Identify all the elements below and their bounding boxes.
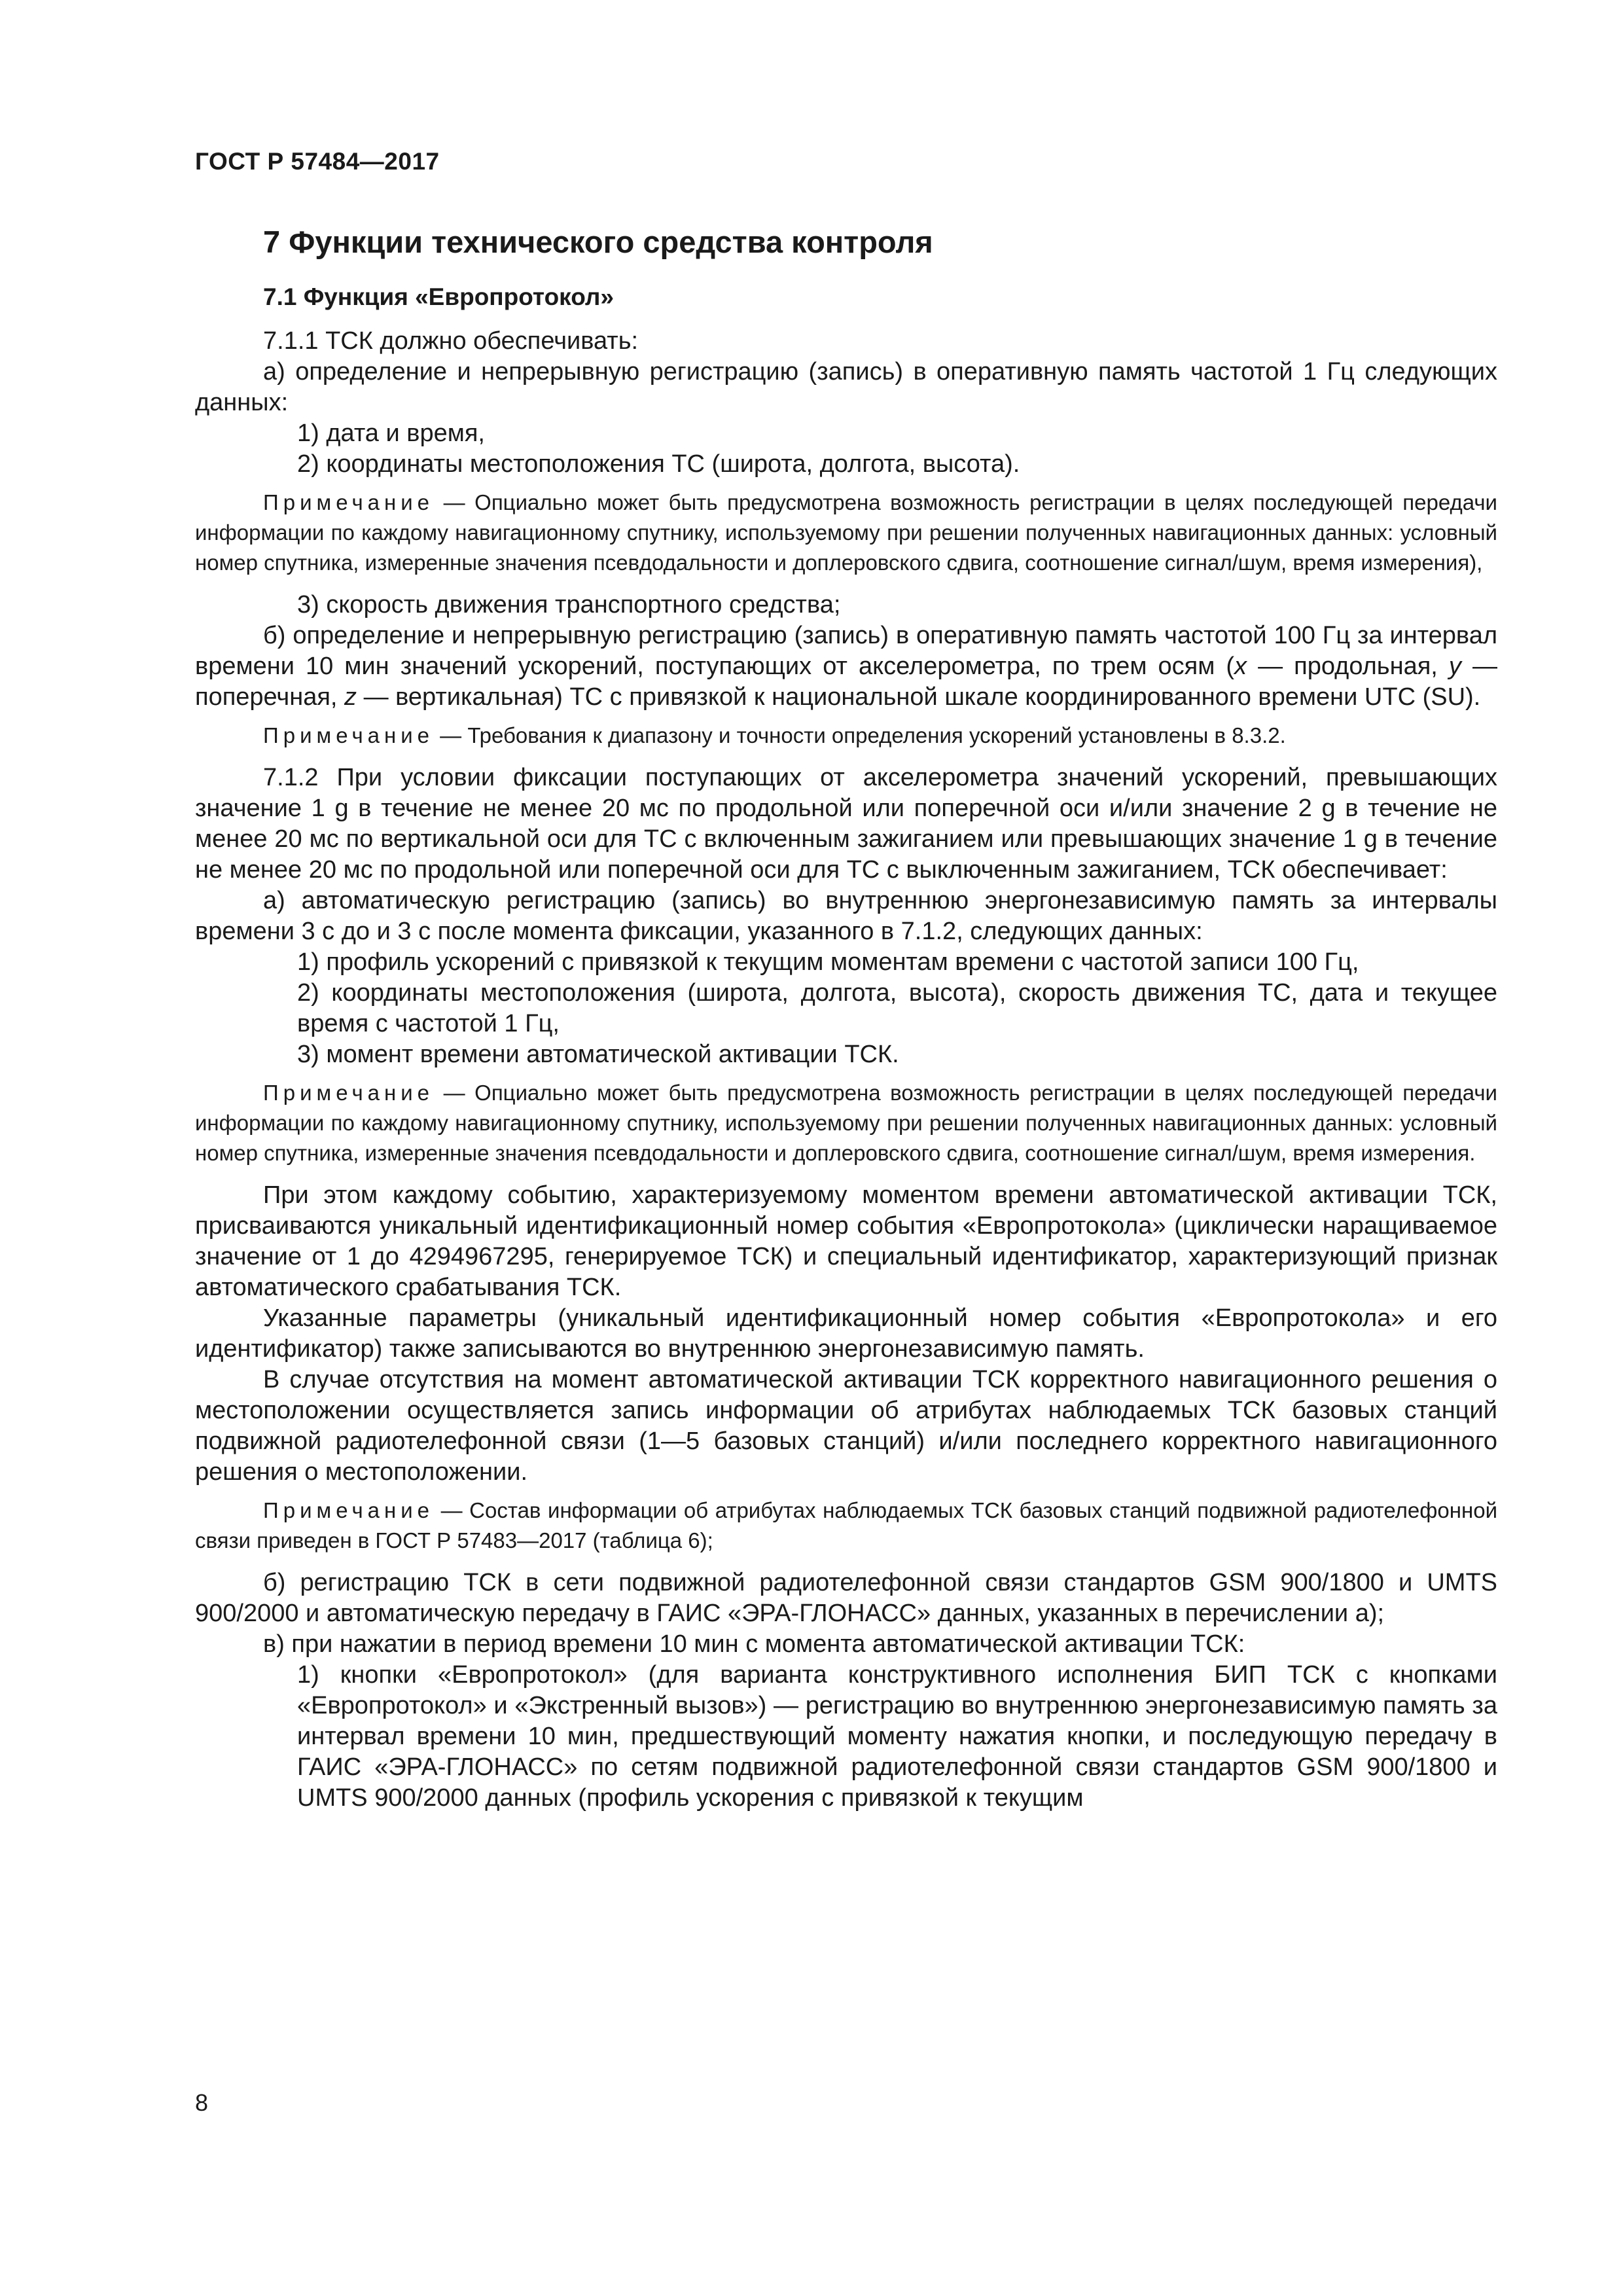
list-item: 2) координаты местоположения (широта, долгота, высота), скорость движения ТС, дата и текущее время с частотой 1 Гц, [297,979,1497,1037]
note-label: Примечание [263,1081,435,1105]
page-number: 8 [195,2089,209,2116]
list-item: 1) профиль ускорений с привязкой к текущим моментам времени с частотой записи 100 Гц, [297,948,1359,976]
list-item: 3) скорость движения транспортного средства; [297,591,841,619]
axis-symbol: z [344,683,357,711]
axis-symbol: x [1234,653,1247,680]
note-label: Примечание [263,490,435,514]
document-header: ГОСТ Р 57484—2017 [195,148,440,175]
note [195,1496,1497,1556]
list-item: 1) дата и время, [297,420,485,447]
note-text: — Требования к диапазону и точности определения ускорений установлены в 8.3.2. [434,723,1286,747]
section-title: 7 Функции технического средства контроля [263,224,933,259]
list-item: 3) момент времени автоматической активации ТСК. [297,1041,899,1068]
note [195,721,1497,751]
text-span: б) определение и непрерывную регистрацию (запись) в оперативную память частотой 100 Гц за интервал времени 10 мин значений ускорений, поступающих от акселерометра, по трем осям ( [195,622,1497,680]
paragraph [195,620,1497,713]
text-span: — продольная, [1247,653,1449,680]
paragraph: Указанные параметры (уникальный идентификационный номер события «Европротокола» и его идентификатор) также записываются во внутреннюю энергонезависимую память. [195,1304,1497,1363]
note-text: — Опциально может быть предусмотрена возможность регистрации в целях последующей передачи информации по каждому навигационному спутнику, используемому при решении полученных навигационных данных: условный номер спутника, измеренные значения псевдодальности и доплеровского сдвига, соотношение сигнал/шум, время измерения), [195,490,1497,575]
note-label: Примечание [263,723,435,747]
note [195,1078,1497,1168]
note-text: — Опциально может быть предусмотрена возможность регистрации в целях последующей передачи информации по каждому навигационному спутнику, используемому при решении полученных навигационных данных: условный номер спутника, измеренные значения псевдодальности и доплеровского сдвига, соотношение сигнал/шум, время измерения. [195,1081,1497,1165]
axis-symbol: y [1448,653,1461,680]
list-item: 1) кнопки «Европротокол» (для варианта конструктивного исполнения БИП ТСК с кнопками «Европротокол» и «Экстренный вызов») — регистрацию во внутреннюю энергонезависимую память за интервал времени 10 мин, предшествующий моменту нажатия кнопки, и последующую передачу в ГАИС «ЭРА-ГЛОНАСС» по сетям подвижной радиотелефонной связи стандартов GSM 900/1800 и UMTS 900/2000 данных (профиль ускорения с привязкой к текущим [297,1661,1497,1812]
paragraph: б) регистрацию ТСК в сети подвижной радиотелефонной связи стандартов GSM 900/1800 и UMTS 900/2000 и автоматическую передачу в ГАИС «ЭРА-ГЛОНАСС» данных, указанных в перечислении а); [195,1569,1497,1627]
text-span: — вертикальная) ТС с привязкой к национальной шкале координированного времени UTC (SU). [357,683,1481,711]
note-label: Примечание [263,1498,435,1522]
subsection-title: 7.1 Функция «Европротокол» [263,283,614,310]
paragraph: а) автоматическую регистрацию (запись) во внутреннюю энергонезависимую память за интервалы времени 3 с до и 3 с после момента фиксации, указанного в 7.1.2, следующих данных: [195,887,1497,945]
note-text: — Состав информации об атрибутах наблюдаемых ТСК базовых станций подвижной радиотелефонной связи приведен в ГОСТ Р 57483—2017 (таблица 6); [195,1498,1497,1552]
paragraph: В случае отсутствия на момент автоматической активации ТСК корректного навигационного решения о местоположении осуществляется запись информации об атрибутах наблюдаемых ТСК базовых станций подвижной радиотелефонной связи (1—5 базовых станций) и/или последнего корректного навигационного решения о местоположении. [195,1366,1497,1486]
page-content [195,223,1497,1814]
paragraph: 7.1.1 ТСК должно обеспечивать: [263,327,639,355]
paragraph: в) при нажатии в период времени 10 мин с момента автоматической активации ТСК: [263,1630,1245,1658]
list-item: 2) координаты местоположения ТС (широта, долгота, высота). [297,450,1020,478]
paragraph: а) определение и непрерывную регистрацию (запись) в оперативную память частотой 1 Гц следующих данных: [195,358,1497,416]
paragraph: 7.1.2 При условии фиксации поступающих от акселерометра значений ускорений, превышающих значение 1 g в течение не менее 20 мс по продольной или поперечной оси и/или значение 2 g в течение не менее 20 мс по вертикальной оси для ТС с включенным зажиганием или превышающих значение 1 g в течение не менее 20 мс по продольной или поперечной оси для ТС с выключенным зажиганием, ТСК обеспечивает: [195,764,1497,884]
paragraph: При этом каждому событию, характеризуемому моментом времени автоматической активации ТСК, присваиваются уникальный идентификационный номер события «Европротокола» (циклически наращиваемое значение от 1 до 4294967295, генерируемое ТСК) и специальный идентификатор, характеризующий признак автоматического срабатывания ТСК. [195,1181,1497,1301]
text-span: — поперечная, [195,653,1497,711]
note [195,488,1497,578]
